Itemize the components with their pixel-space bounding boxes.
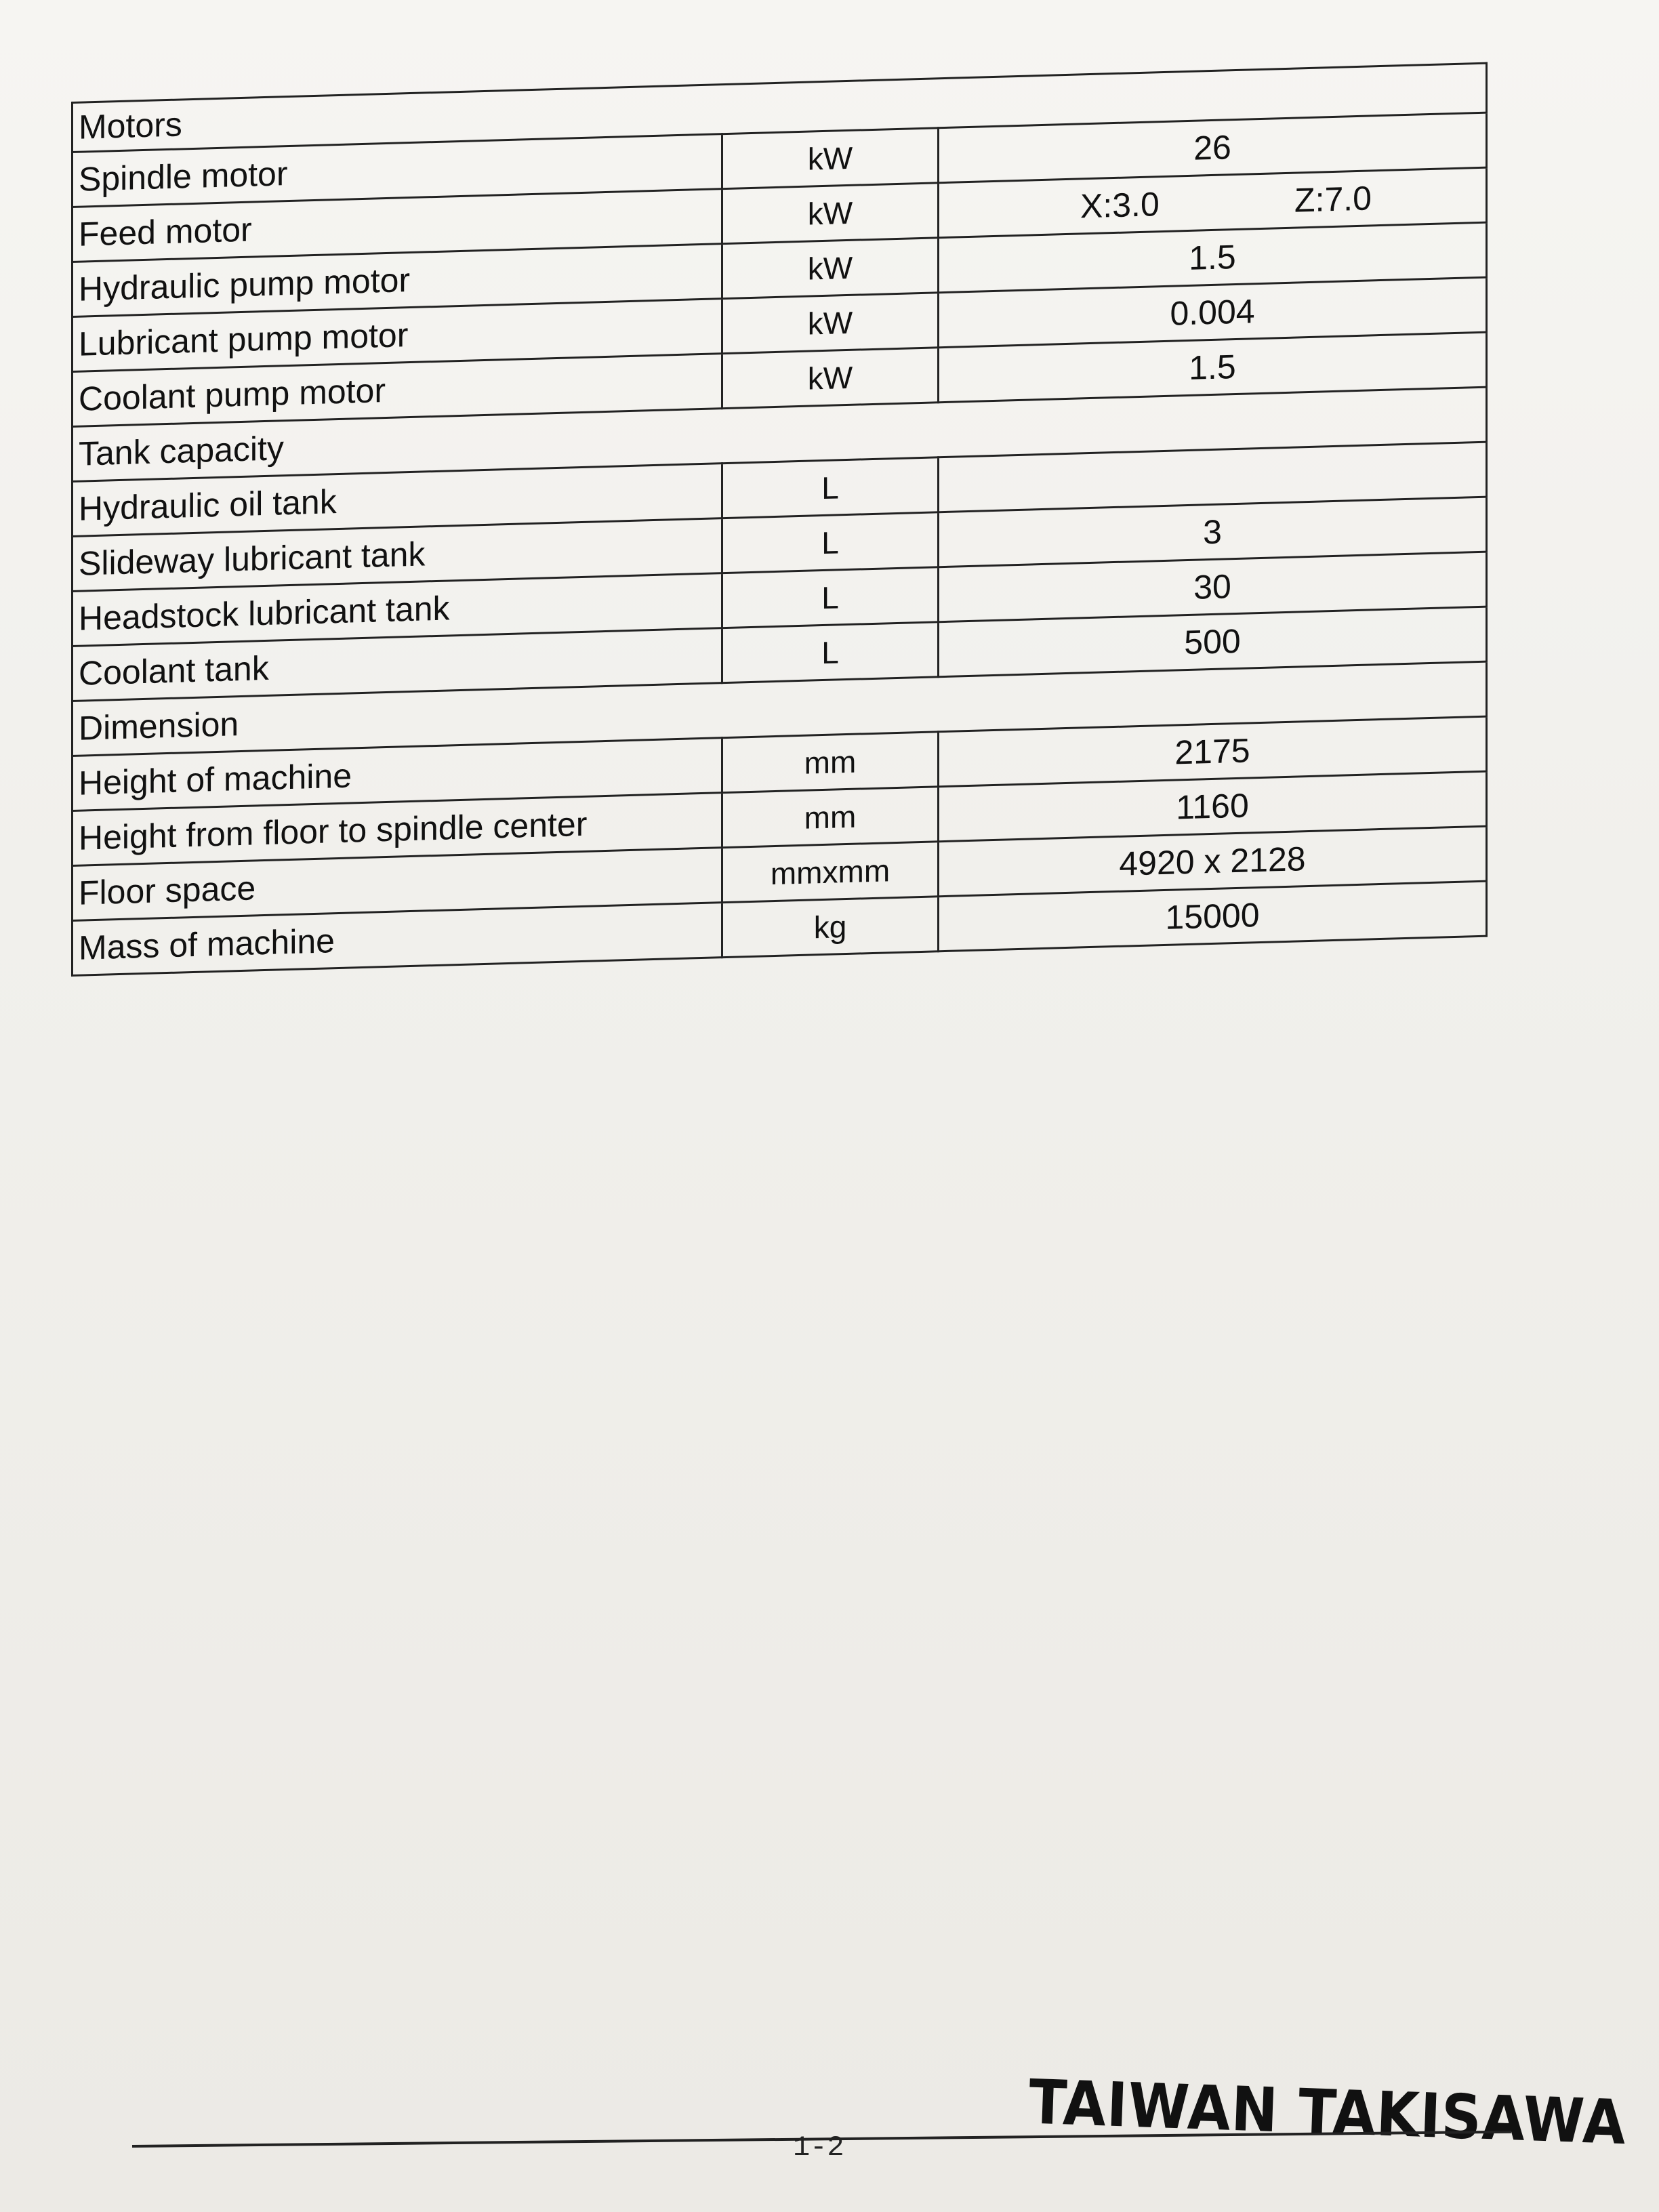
spec-value: 15000 [939,881,1487,951]
spec-value: 2175 [939,716,1487,787]
spec-unit: kW [722,348,939,409]
spec-unit: L [722,622,939,683]
spec-value: 0.004 [939,277,1487,348]
spec-name: Height from floor to spindle center [73,793,722,866]
spec-unit: kW [722,128,939,189]
spec-name: Mass of machine [73,903,722,976]
spec-value: 1160 [939,771,1487,842]
section-title: Motors [73,63,1487,152]
spec-unit: mm [722,732,939,793]
spec-unit: kW [722,183,939,244]
page-number: 1-2 [793,2131,844,2164]
spec-unit: mmxmm [722,842,939,903]
spec-value: 3 [939,497,1487,567]
section-title: Tank capacity [73,387,1487,481]
feed-x-value: X:3.0 [1080,185,1160,226]
spec-name: Lubricant pump motor [73,299,722,372]
feed-z-value: Z:7.0 [1294,179,1372,220]
spec-unit: mm [722,787,939,848]
spec-value: 1.5 [939,222,1487,293]
spec-name: Coolant pump motor [73,354,722,427]
spec-name: Height of machine [73,738,722,811]
spec-unit: kW [722,238,939,299]
spec-name: Feed motor [73,189,722,262]
spec-value: 26 [939,112,1487,183]
spec-unit: kW [722,293,939,354]
section-title: Dimension [73,661,1487,756]
spec-name: Hydraulic oil tank [73,464,722,537]
spec-unit: kg [722,897,939,958]
spec-name: Hydraulic pump motor [73,244,722,317]
spec-value: 1.5 [939,332,1487,403]
specification-table [71,62,1488,977]
spec-value: 500 [939,607,1487,677]
spec-name: Floor space [73,848,722,921]
spec-unit: L [722,512,939,573]
spec-unit: L [722,567,939,628]
spec-name: Slideway lubricant tank [73,518,722,592]
spec-name: Spindle motor [73,134,722,207]
spec-name: Headstock lubricant tank [73,573,722,647]
spec-value: 30 [939,552,1487,622]
spec-unit: L [722,457,939,518]
brand-logo-text: TAIWAN TAKISAWA [1027,2067,1628,2159]
spec-value: 4920 x 2128 [939,826,1487,897]
spec-name: Coolant tank [73,628,722,701]
